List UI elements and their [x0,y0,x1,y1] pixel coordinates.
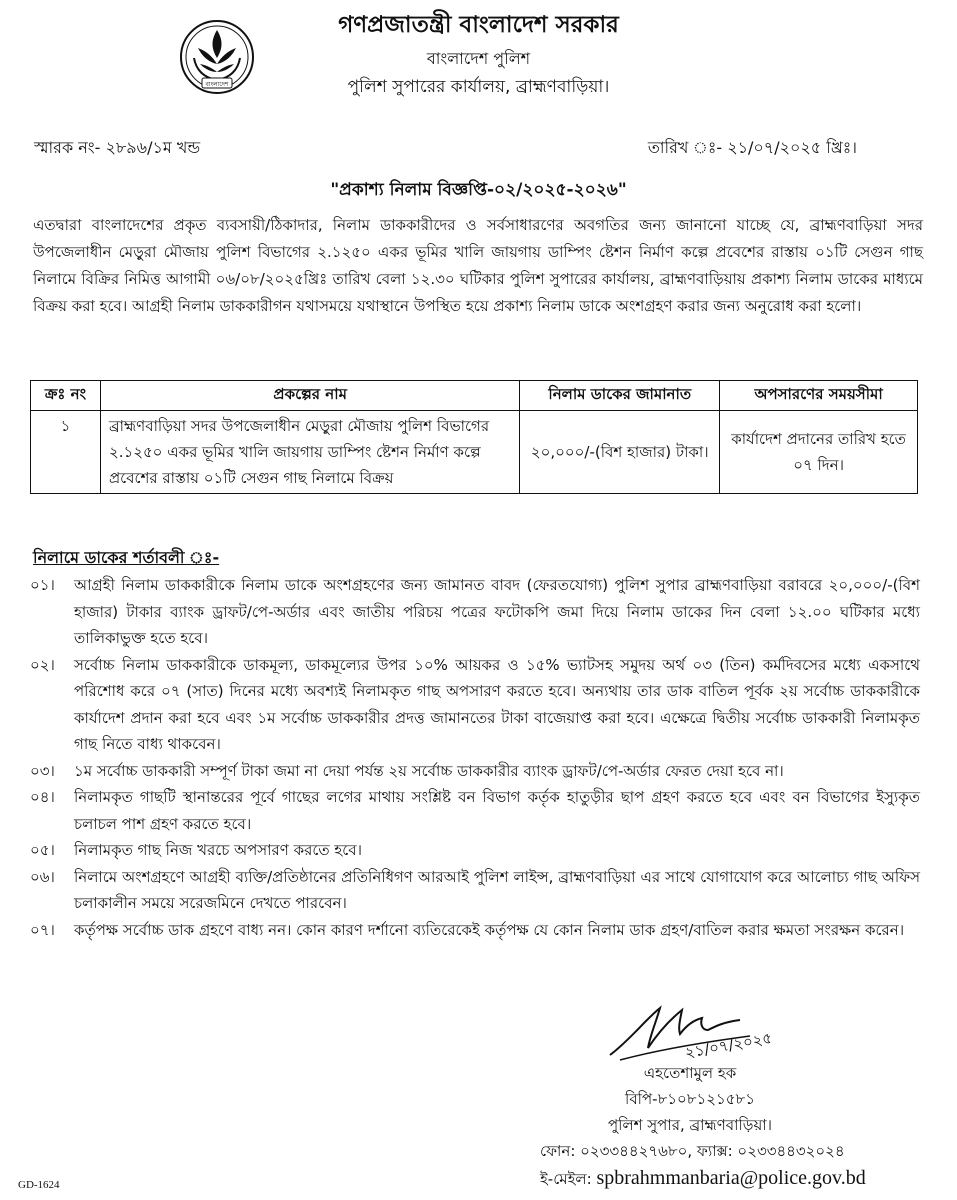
list-item [30,784,920,837]
cell-security: ২০,০০০/-(বিশ হাজার) টাকা। [520,411,720,494]
condition-text: নিলামে অংশগ্রহণে আগ্রহী ব্যক্তি/প্রতিষ্ঠানের প্রতিনিধিগণ আরআই পুলিশ লাইন্স, ব্রাহ্মণবাড়িয়া এর সাথে যোগাযোগ করে আলোচ্য গাছ অফিস চলাকালীন সময়ে সরেজমিনে দেখতে পারবেন। [74,867,920,912]
header-office-title: পুলিশ সুপারের কার্যালয়, ব্রাহ্মণবাড়িয়া। [347,77,610,97]
header-security-deposit: নিলাম ডাকের জামানাত [520,381,720,411]
notice-date: তারিখ ঃ- ২১/০৭/২০২৫ খ্রিঃ। [647,138,857,157]
svg-text:২১/০৭/২০২৫: ২১/০৭/২০২৫ [683,1028,774,1062]
condition-text: ১ম সর্বোচ্চ ডাককারী সম্পূর্ণ টাকা জমা না দেয়া পর্যন্ত ২য় সর্বোচ্চ ডাককারীর ব্যাংক ড্রাফট/পে-অর্ডার ফেরত দেয়া হবে না। [74,761,784,780]
list-item [30,864,920,917]
phone-fax: ফোন: ০২৩৩৪৪২৭৬৮০, ফ্যাক্স: ০২৩৩৪৪৩২০২৪ [540,1142,845,1160]
condition-text: কর্তৃপক্ষ সর্বোচ্চ ডাক গ্রহণে বাধ্য নন। কোন কারণ দর্শানো ব্যতিরেকেই কর্তৃপক্ষ যে কোন নিলাম ডাক গ্রহণ/বাতিল করার ক্ষমতা সংরক্ষন করেন। [74,920,905,939]
list-item [30,837,920,864]
cell-serial: ১ [31,411,101,494]
header-project-name: প্রকল্পের নাম [100,381,519,411]
header-government-title: গণপ্রজাতন্ত্রী বাংলাদেশ সরকার [338,12,619,38]
table-row [31,411,918,494]
condition-number: ০৭। [30,920,55,939]
header-removal-period: অপসারণের সময়সীমা [720,381,918,411]
condition-number: ০১। [30,576,55,594]
signatory-bp-number: বিপি-৮১০৮১২১৫৮১ [625,1090,755,1108]
condition-text: সর্বোচ্চ নিলাম ডাককারীকে ডাকমূল্য, ডাকমূল্যের উপর ১০% আয়কর ও ১৫% ভ্যাটসহ সমুদয় অর্থ ০৩ (তিন) কর্মদিবসের মধ্যে একসাথে পরিশোধ করে ০৭ (সাত) দিনের মধ্যে অবশ্যই নিলামকৃত গাছ অপসারণ করতে হবে। অন্যথায় তার ডাক বাতিল পূর্বক ২য় সর্বোচ্চ ডাককারীকে কার্যাদেশ প্রদান করা হবে এবং ১ম সর্বোচ্চ ডাককারীর প্রদত্ত জামানতের টাকা বাজেয়াপ্ত করা হবে। এক্ষেত্রে দ্বিতীয় সর্বোচ্চ ডাককারী নিলামকৃত গাছ নিতে বাধ্য থাকবেন। [74,655,920,753]
signatory-name: এহতেশামুল হক [643,1064,737,1082]
email-line [540,1165,866,1193]
intro-paragraph: এতদ্বারা বাংলাদেশের প্রকৃত ব্যবসায়ী/ঠিকাদার, নিলাম ডাককারীদের ও সর্বসাধারণের অবগতির জন্য জানানো যাচ্ছে যে, ব্রাহ্মণবাড়িয়া সদর উপজেলাধীন মেড়ুরা মৌজায় পুলিশ বিভাগের ২.১২৫০ একর ভূমির খালি জায়গায় ডাম্পিং ষ্টেশন নির্মাণ কল্পে প্রবেশের রাস্তায় ০১টি সেগুন গাছ নিলামে বিক্রির নিমিত্ত আগামী ০৬/০৮/২০২৫খ্রিঃ তারিখ বেলা ১২.৩০ ঘটিকার পুলিশ সুপারের কার্যালয়, ব্রাহ্মণবাড়িয়ায় প্রকাশ্য নিলাম ডাকের মাধ্যমে বিক্রয় করা হবে। আগ্রহী নিলাম ডাককারীগন যথাসময়ে যথাস্থানে উপস্থিত হয়ে প্রকাশ্য নিলাম ডাকে অংশগ্রহণ করার জন্য অনুরোধ করা হলো। [33,216,923,315]
table-header-row [31,381,918,411]
email-address: spbrahmmanbaria@police.gov.bd [596,1167,866,1189]
condition-number: ০৫। [30,841,55,859]
condition-text: নিলামকৃত গাছটি স্থানান্তরের পূর্বে গাছের লগের মাথায় সংশ্লিষ্ট বন বিভাগ কর্তৃক হাতুড়ীর ছাপ গ্রহণ করতে হবে এবং বন বিভাগের ইস্যুকৃত চলাচল পাশ গ্রহণ করতে হবে। [74,788,920,833]
condition-number: ০২। [30,655,55,674]
auction-table [30,380,918,494]
notice-title: "প্রকাশ্য নিলাম বিজ্ঞপ্তি-০২/২০২৫-২০২৬" [330,180,627,200]
condition-number: ০৬। [30,867,55,886]
condition-text: আগ্রহী নিলাম ডাককারীকে নিলাম ডাকে অংশগ্রহণের জন্য জামানত বাবদ (ফেরতযোগ্য) পুলিশ সুপার ব্রাহ্মণবাড়িয়া বরাবরে ২০,০০০/-(বিশ হাজার) টাকার ব্যাংক ড্রাফট/পে-অর্ডার এবং জাতীয় পরিচয় পত্রের ফটোকপি জমা দিয়ে নিলাম ডাকের দিন বেলা ১২.০০ ঘটিকার মধ্যে তালিকাভুক্ত হতে হবে। [74,576,920,647]
svg-text:বাংলাদেশ: বাংলাদেশ [205,81,229,88]
header-serial: ক্রঃ নং [31,381,101,411]
signature-block [560,1060,820,1138]
signatory-designation: পুলিশ সুপার, ব্রাহ্মণবাড়িয়া। [607,1116,773,1134]
list-item [30,572,920,652]
memo-number: স্মারক নং- ২৮৯৬/১ম খন্ড [34,138,201,157]
list-item [30,758,920,785]
condition-number: ০৪। [30,788,55,806]
header-police-title: বাংলাদেশ পুলিশ [426,49,531,68]
condition-text: নিলামকৃত গাছ নিজ খরচে অপসারণ করতে হবে। [74,841,363,859]
list-item [30,917,920,944]
condition-number: ০৩। [30,761,55,780]
cell-project: ব্রাহ্মণবাড়িয়া সদর উপজেলাধীন মেড়ুরা মৌজায় পুলিশ বিভাগের ২.১২৫০ একর ভূমির খালি জায়গায় ডাম্পিং ষ্টেশন নির্মাণ কল্পে প্রবেশের রাস্তায় ০১টি সেগুন গাছ নিলামে বিক্রয় [100,411,519,494]
cell-removal: কার্যাদেশ প্রদানের তারিখ হতে ০৭ দিন। [720,411,918,494]
conditions-heading: নিলামে ডাকের শর্তাবলী ঃ- [33,548,220,567]
list-item [30,652,920,758]
footer-code: GD-1624 [18,1179,60,1191]
conditions-list [30,572,920,943]
contact-block [540,1138,866,1193]
email-label: ই-মেইল: [540,1170,592,1188]
